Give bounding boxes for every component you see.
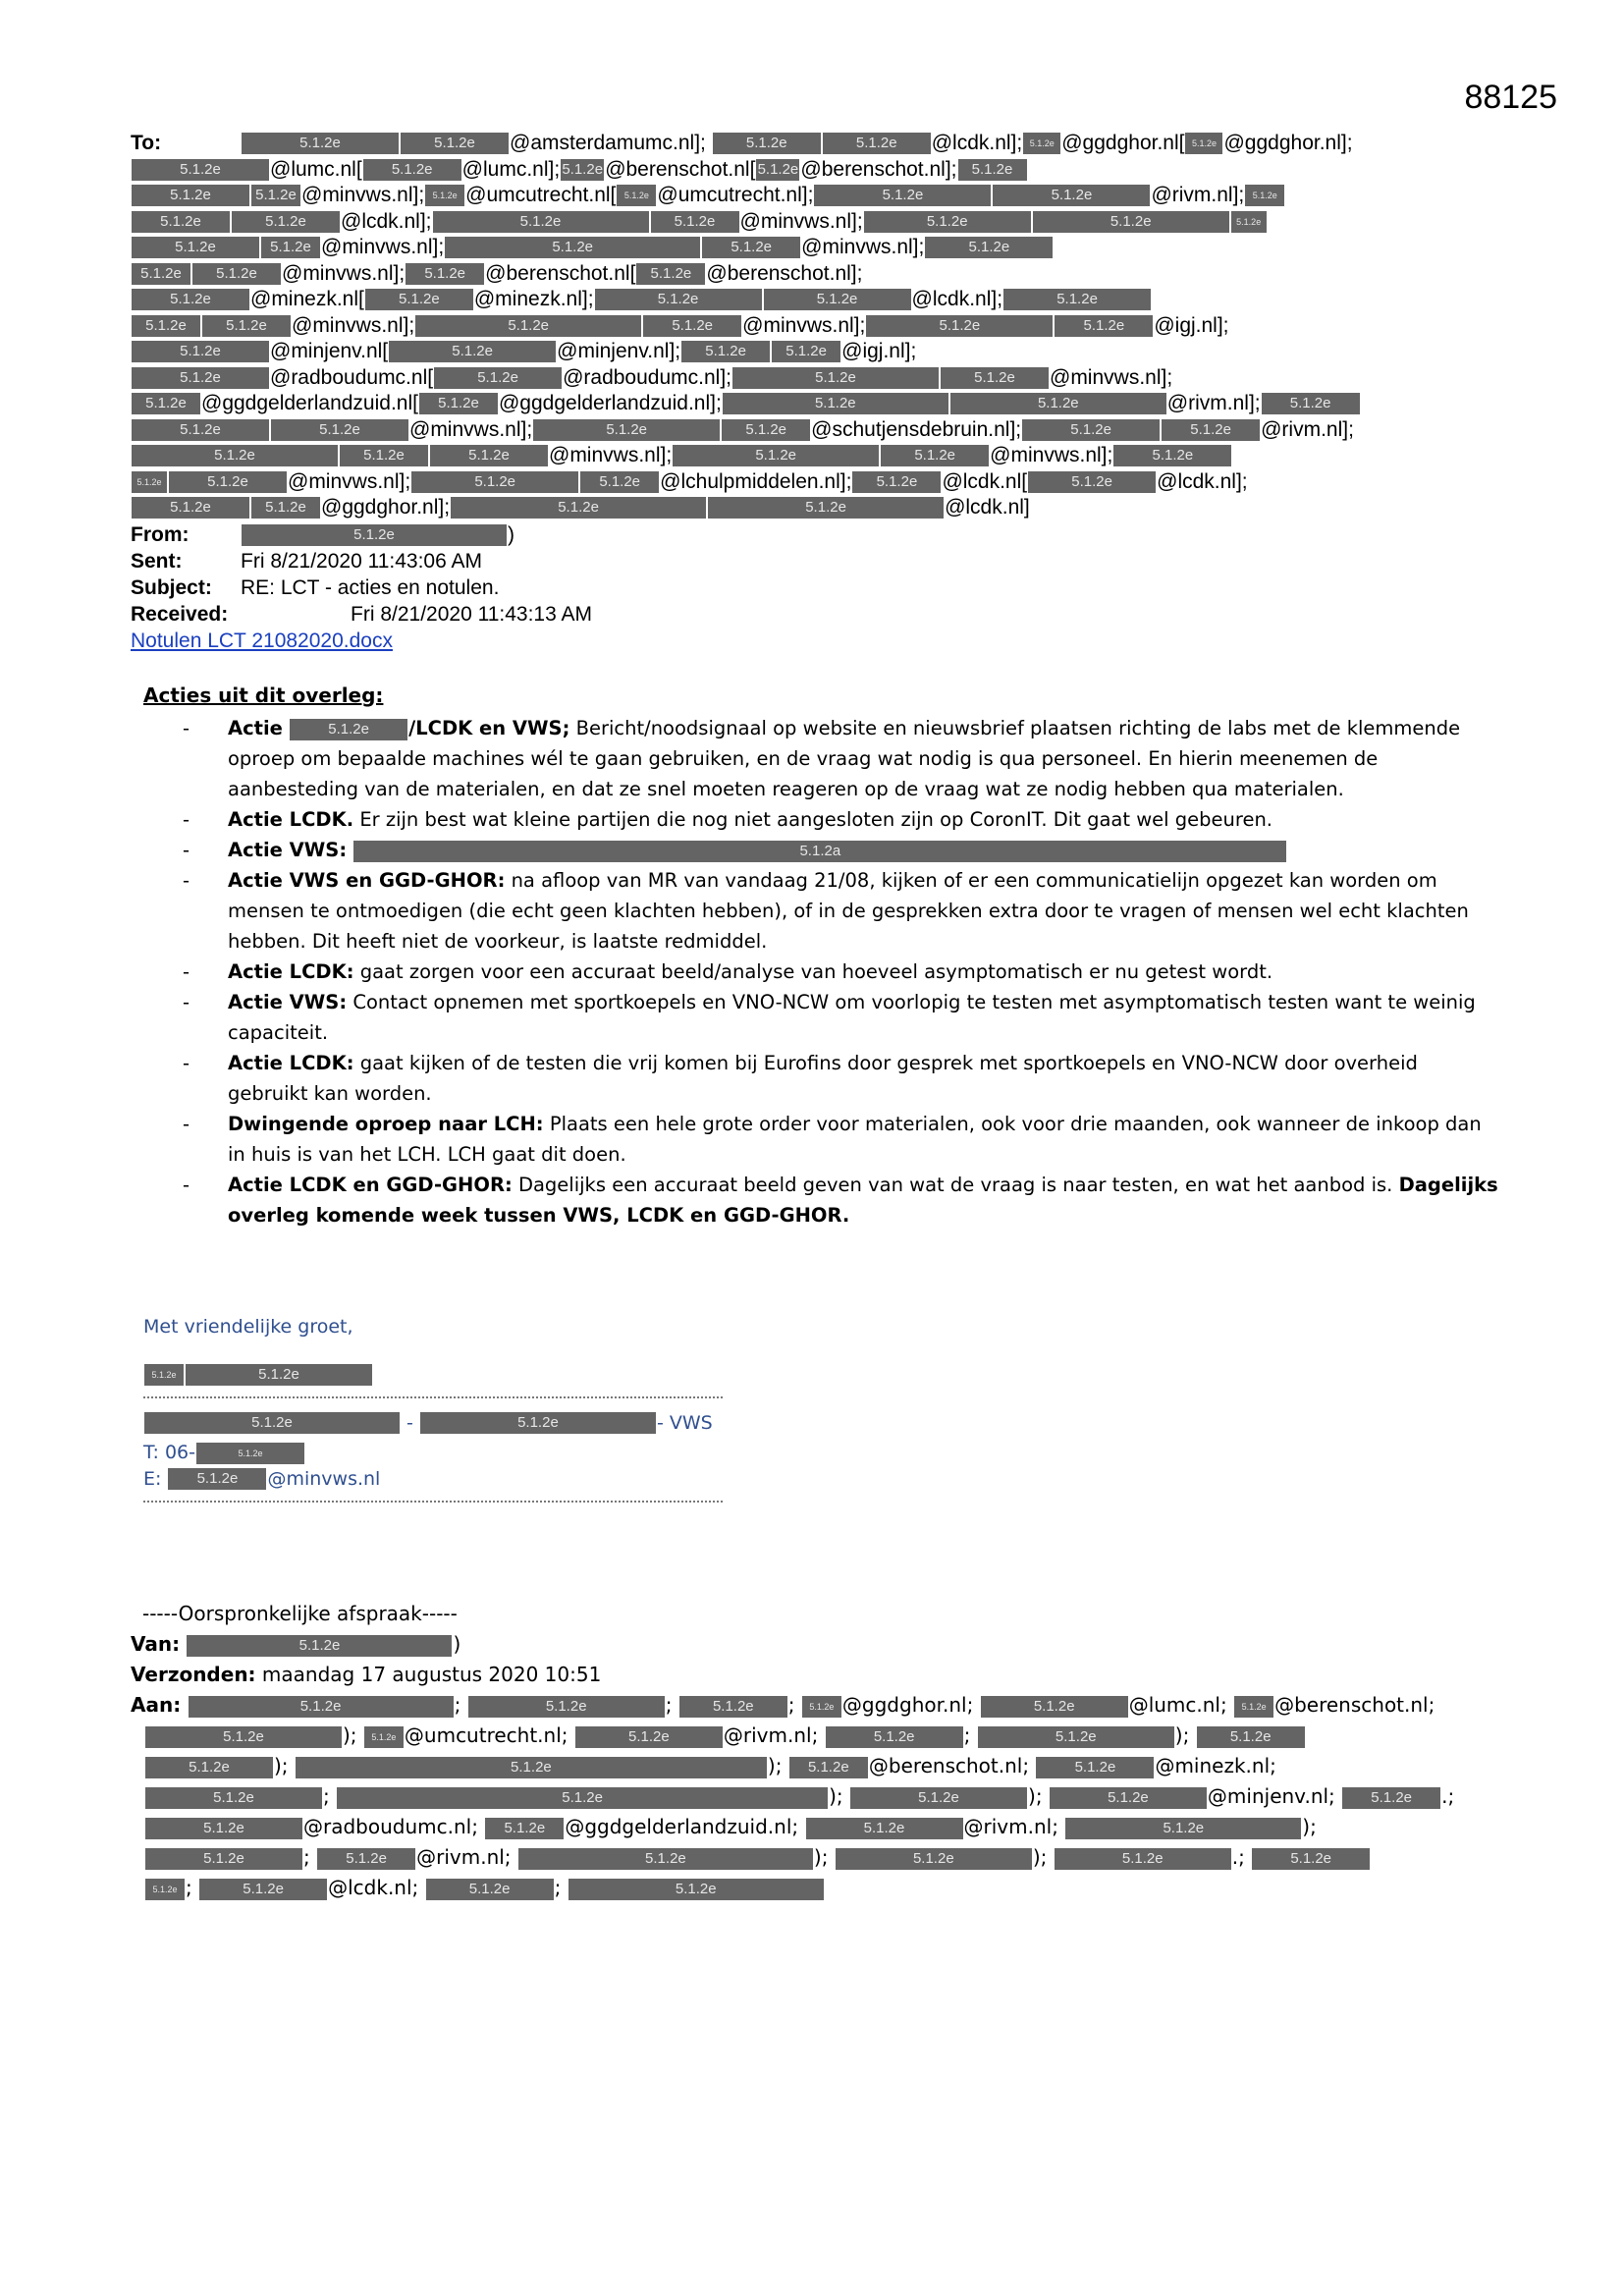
redaction: 5.1.2e	[1022, 419, 1160, 441]
action-text: Bericht/noodsignaal op website en nieuwsbrief plaatsen richting de labs met de klemmende oproep om bepaalde machines wél te gaan gebruiken, en de vraag wat nodig is qua personeel. En hierin meenemen de aanbesteding van de materialen, en dat ze snel moeten reageren op de vraag wat ze nodig hebben qua materialen.	[228, 717, 1461, 800]
redaction: 5.1.2e	[732, 367, 939, 389]
action-text: gaat zorgen voor een accuraat beeld/analyse van hoeveel asymptomatisch er nu getest wordt.	[359, 960, 1273, 983]
redaction: 5.1.2e	[881, 445, 989, 466]
to-line	[131, 339, 1505, 365]
address: @rivm.nl;	[416, 1845, 512, 1869]
address: @berenschot.nl[	[605, 157, 756, 181]
address: @lcdk.nl];	[931, 132, 1023, 155]
redaction: 5.1.2e	[850, 1787, 1027, 1809]
redaction: 5.1.2e	[451, 497, 706, 519]
verzonden-line	[131, 1660, 1505, 1690]
redaction: 5.1.2e	[144, 1364, 184, 1386]
redaction: 5.1.2e	[941, 367, 1049, 389]
action-item: - Actie LCDK. Er zijn best wat kleine partijen die nog niet aangesloten zijn op CoronIT. Dit gaat wel gebeuren.	[183, 808, 1273, 831]
sig-name-line	[143, 1363, 831, 1386]
address: @umcutrecht.nl];	[657, 184, 814, 207]
redaction: 5.1.2e	[673, 445, 879, 466]
redaction: 5.1.2e	[1113, 445, 1231, 466]
redaction: 5.1.2e	[981, 1696, 1128, 1718]
redaction: 5.1.2e	[145, 1757, 273, 1778]
redaction: 5.1.2e	[1185, 133, 1222, 154]
redaction: 5.1.2e	[389, 341, 556, 362]
redaction: 5.1.2e	[1245, 185, 1284, 206]
address: @radboudumc.nl];	[563, 365, 731, 389]
address: @minvws.nl];	[282, 261, 406, 285]
redaction: 5.1.2e	[132, 393, 200, 414]
address: @lumc.nl[	[270, 157, 362, 181]
address: @radboudumc.nl[	[270, 365, 434, 389]
to-line	[131, 417, 1505, 444]
redaction: 5.1.2e	[144, 1412, 400, 1434]
redaction: 5.1.2e	[132, 237, 259, 258]
redaction: 5.1.2e	[681, 341, 770, 362]
redaction: 5.1.2e	[836, 1848, 1032, 1870]
sig-email-line	[143, 1468, 831, 1491]
signature	[143, 1316, 831, 1516]
redaction: 5.1.2e	[426, 1879, 554, 1900]
greeting: Met vriendelijke groet,	[143, 1316, 353, 1338]
redaction: 5.1.2e	[132, 211, 230, 233]
redaction: 5.1.2e	[651, 211, 739, 233]
email-domain: @minvws.nl	[267, 1467, 381, 1490]
redaction: 5.1.2e	[242, 524, 507, 546]
redaction: 5.1.2e	[232, 211, 340, 233]
redaction: 5.1.2e	[580, 471, 659, 493]
address: @ggdghor.nl];	[321, 496, 451, 519]
action-item: - Dwingende oproep naar LCH: Plaats een hele grote order voor materialen, ook voor drie maanden, ook wanneer de inkoop dan in huis is van het LCH. LCH gaat dit doen.	[183, 1113, 1482, 1166]
received-line	[131, 601, 1505, 628]
sig-dept-line: 5.1.2e - 5.1.2e - VWS	[143, 1412, 831, 1435]
redaction: 5.1.2e	[145, 1848, 302, 1870]
action-item: - Actie LCDK: gaat kijken of de testen die vrij komen bij Eurofins door gesprek met sportkoepels en VNO-NCW door overheid gebruikt kan worden.	[183, 1052, 1418, 1105]
redaction: 5.1.2e	[132, 419, 269, 441]
redaction: 5.1.2e	[958, 159, 1027, 181]
address: @lcdk.nl[	[942, 469, 1028, 493]
address: @umcutrecht.nl[	[465, 184, 617, 207]
redaction: 5.1.2e	[636, 263, 705, 285]
to-label: To:	[131, 132, 162, 154]
address: @rivm.nl;	[723, 1723, 819, 1747]
redaction: 5.1.2e	[1197, 1726, 1305, 1748]
redaction: 5.1.2e	[1055, 315, 1153, 337]
redaction: 5.1.2e	[169, 471, 287, 493]
redaction: 5.1.2e	[132, 315, 200, 337]
redaction: 5.1.2e	[595, 289, 762, 310]
sent-line	[131, 548, 1505, 574]
action-item: - Actie LCDK: gaat zorgen voor een accuraat beeld/analyse van hoeveel asymptomatisch er nu getest wordt.	[183, 960, 1273, 983]
redaction: 5.1.2e	[1342, 1787, 1440, 1809]
redaction: 5.1.2e	[145, 1818, 302, 1839]
address: @ggdghor.nl;	[841, 1693, 974, 1717]
redaction: 5.1.2e	[132, 159, 269, 181]
redaction: 5.1.2e	[145, 1787, 322, 1809]
redaction: 5.1.2e	[145, 1879, 185, 1900]
redaction: 5.1.2e	[864, 211, 1031, 233]
sent-label: Sent:	[131, 549, 183, 573]
redaction: 5.1.2e	[533, 419, 720, 441]
redaction: 5.1.2e	[202, 315, 291, 337]
page-number: 88125	[1464, 79, 1557, 116]
sig-phone-line	[143, 1442, 831, 1464]
redaction: 5.1.2e	[925, 237, 1053, 258]
redaction: 5.1.2e	[430, 445, 548, 466]
address: @rivm.nl;	[963, 1815, 1058, 1838]
redaction: 5.1.2e	[145, 1726, 342, 1748]
redaction: 5.1.2e	[271, 419, 408, 441]
action-text: Contact opnemen met sportkoepels en VNO-NCW om voorlopig te testen met asymptomatisch testen want te weinig capaciteit.	[228, 991, 1476, 1044]
address: @rivm.nl];	[1166, 392, 1261, 415]
redaction: 5.1.2e	[445, 237, 700, 258]
redaction: 5.1.2e	[434, 367, 562, 389]
to-line	[131, 391, 1505, 417]
address: @igj.nl];	[1154, 313, 1229, 337]
aan-line: 5.1.2e ; 5.1.2e ); 5.1.2e ); 5.1.2e @minjenv.nl; 5.1.2e .;	[131, 1781, 1505, 1812]
address: @igj.nl];	[841, 340, 917, 363]
action-lead: Dwingende oproep naar LCH:	[228, 1113, 544, 1135]
redaction: 5.1.2e	[485, 1818, 564, 1839]
action-text: Dagelijks een accuraat beeld geven van wat de vraag is naar testen, en wat het aanbod is.	[517, 1174, 1393, 1196]
received-label: Received:	[131, 602, 229, 626]
aan-line: Aan: 5.1.2e ; 5.1.2e ; 5.1.2e ; 5.1.2e @ggdghor.nl; 5.1.2e @lumc.nl; 5.1.2e @berenschot.nl;	[131, 1693, 1435, 1717]
redaction: 5.1.2e	[132, 497, 249, 519]
redaction: 5.1.2e	[772, 341, 840, 362]
redaction: 5.1.2e	[296, 1757, 767, 1778]
redaction: 5.1.2e	[866, 315, 1053, 337]
redaction: 5.1.2e	[617, 185, 656, 206]
address: @minvws.nl];	[549, 444, 673, 467]
action-bold-tail: Dagelijks overleg komende week tussen VWS, LCDK en GGD-GHOR.	[228, 1174, 1498, 1227]
aan-label: Aan:	[131, 1693, 182, 1717]
address: @lumc.nl];	[461, 157, 561, 181]
redaction: 5.1.2e	[420, 1412, 656, 1434]
action-text: Er zijn best wat kleine partijen die nog niet aangesloten zijn op CoronIT. Dit gaat wel gebeuren.	[359, 808, 1273, 831]
subject-value: RE: LCT - acties en notulen.	[241, 575, 500, 599]
redaction: 5.1.2e	[132, 263, 190, 285]
redaction: 5.1.2e	[251, 185, 300, 206]
address: @minjenv.nl;	[1207, 1784, 1335, 1808]
aan-line: 5.1.2e @radboudumc.nl; 5.1.2e @ggdgelderlandzuid.nl; 5.1.2e @rivm.nl; 5.1.2e );	[131, 1812, 1505, 1842]
action-item: - Actie VWS: 5.1.2a	[143, 835, 1498, 865]
to-line	[131, 443, 1505, 469]
address: @ggdghor.nl];	[1223, 132, 1353, 155]
address: @minvws.nl];	[990, 444, 1113, 467]
redaction: 5.1.2e	[1262, 393, 1360, 414]
redaction: 5.1.2e	[168, 1468, 266, 1490]
to-line	[131, 157, 1505, 184]
redaction: 5.1.2e	[132, 471, 167, 493]
original-header: -----Oorspronkelijke afspraak-----	[142, 1602, 458, 1625]
address: @rivm.nl];	[1261, 417, 1354, 441]
redaction: 5.1.2e	[702, 237, 800, 258]
action-item: - Actie 5.1.2e /LCDK en VWS; Bericht/noodsignaal op website en nieuwsbrief plaatsen richting de labs met de klemmende oproep om bepaalde machines wél te gaan gebruiken, en de vraag wat nodig is qua personeel. En hierin meenemen de aanbesteding van de materialen, en dat ze snel moeten reageren op de vraag wat ze nodig hebben qua materialen.	[183, 717, 1461, 800]
redaction: 5.1.2e	[1231, 211, 1267, 233]
address: @minvws.nl];	[292, 313, 415, 337]
original-appointment	[131, 1599, 1505, 1903]
redaction: 5.1.2e	[196, 1443, 304, 1464]
aan-line: 5.1.2e ; 5.1.2e @lcdk.nl; 5.1.2e ; 5.1.2e	[131, 1873, 1505, 1903]
address: @minvws.nl];	[1050, 365, 1173, 389]
divider	[143, 1500, 723, 1503]
address: @berenschot.nl];	[800, 157, 957, 181]
redaction: 5.1.2e	[401, 133, 509, 154]
redaction: 5.1.2e	[1252, 1848, 1370, 1870]
redaction: 5.1.2e	[643, 315, 741, 337]
action-item: - Actie VWS: Contact opnemen met sportkoepels en VNO-NCW om voorlopig te testen met asymptomatisch testen want te weinig capaciteit.	[183, 991, 1476, 1044]
aan-line: 5.1.2e ; 5.1.2e @rivm.nl; 5.1.2e ); 5.1.2e ); 5.1.2e .; 5.1.2e	[131, 1842, 1505, 1873]
redaction: 5.1.2e	[317, 1848, 415, 1870]
action-text: Plaats een hele grote order voor materialen, ook voor drie maanden, ook wanneer de inkoop dan in huis is van het LCH. LCH gaat dit doen.	[228, 1113, 1482, 1166]
action-lead: Actie VWS en GGD-GHOR:	[228, 869, 506, 892]
redaction: 5.1.2e	[251, 497, 320, 519]
redaction: 5.1.2e	[722, 419, 810, 441]
redaction: 5.1.2e	[1050, 1787, 1207, 1809]
address: @berenschot.nl[	[485, 261, 636, 285]
to-line	[131, 209, 1505, 236]
address: @ggdgelderlandzuid.nl;	[565, 1815, 799, 1838]
address: @minezk.nl;	[1155, 1754, 1276, 1777]
verzonden-label: Verzonden:	[131, 1663, 256, 1686]
address: @minvws.nl];	[301, 184, 425, 207]
redaction: 5.1.2e	[764, 289, 911, 310]
address: @rivm.nl];	[1151, 184, 1245, 207]
to-line	[131, 131, 1505, 157]
address: @berenschot.nl;	[1274, 1693, 1435, 1717]
to-line	[131, 235, 1505, 261]
redaction: 5.1.2e	[1065, 1818, 1301, 1839]
address: @ggdghor.nl[	[1061, 132, 1185, 155]
redaction: 5.1.2e	[823, 133, 931, 154]
action-lead: Actie LCDK.	[228, 808, 354, 831]
phone-label: T: 06-	[143, 1442, 195, 1463]
redaction: 5.1.2e	[756, 159, 799, 181]
redaction: 5.1.2e	[132, 185, 249, 206]
redaction: 5.1.2e	[708, 497, 944, 519]
redaction: 5.1.2e	[132, 341, 269, 362]
address: @minvws.nl];	[801, 236, 925, 259]
redaction: 5.1.2e	[261, 237, 320, 258]
from-line: From: 5.1.2e )	[131, 522, 514, 546]
address: @lcdk.nl;	[328, 1876, 419, 1899]
address: @berenschot.nl];	[706, 261, 863, 285]
actions-title: Acties uit dit overleg:	[143, 683, 384, 707]
address: @schutjensdebruin.nl];	[811, 417, 1022, 441]
redaction: 5.1.2e	[411, 471, 578, 493]
redaction: 5.1.2e	[1028, 471, 1156, 493]
address: @minvws.nl];	[321, 236, 445, 259]
email-label: E:	[143, 1467, 162, 1490]
redaction: 5.1.2e	[290, 719, 407, 740]
to-line	[131, 365, 1505, 392]
redaction: 5.1.2e	[419, 393, 498, 414]
address: @minezk.nl[	[250, 288, 364, 311]
redaction: 5.1.2e	[789, 1757, 868, 1778]
to-line	[131, 469, 1505, 496]
redaction: 5.1.2e	[1055, 1848, 1231, 1870]
redaction: 5.1.2e	[132, 289, 249, 310]
to-line	[131, 495, 1505, 521]
redaction: 5.1.2e	[363, 159, 461, 181]
redaction: 5.1.2e	[1234, 1696, 1273, 1718]
redaction: 5.1.2e	[561, 159, 604, 181]
redaction: 5.1.2e	[132, 445, 338, 466]
action-item: - Actie VWS en GGD-GHOR: na afloop van MR van vandaag 21/08, kijken of er een communicatielijn opgezet kan worden om mensen te ontmoedigen (die echt geen klachten hebben), of in de gesprekken extra door te vragen of mensen wel echt klachten hebben. Dit heeft niet de voorkeur, is laatste redmiddel.	[183, 869, 1469, 953]
redaction: 5.1.2e	[1023, 133, 1060, 154]
redaction: 5.1.2e	[415, 315, 641, 337]
action-lead: Actie LCDK:	[228, 1052, 354, 1074]
redaction: 5.1.2e	[364, 1726, 404, 1748]
address: @lcdk.nl];	[1157, 469, 1248, 493]
van-label: Van:	[131, 1632, 181, 1656]
redaction: 5.1.2e	[425, 185, 464, 206]
redaction: 5.1.2e	[406, 263, 484, 285]
aan-line: 5.1.2e ); 5.1.2e @umcutrecht.nl; 5.1.2e @rivm.nl; 5.1.2e ; 5.1.2e ); 5.1.2e	[131, 1721, 1505, 1751]
redaction: 5.1.2e	[723, 393, 948, 414]
address: @minezk.nl];	[473, 288, 594, 311]
actions-section	[143, 683, 1498, 1230]
divider	[143, 1395, 723, 1398]
to-line	[131, 261, 1505, 288]
attachment-line	[131, 628, 1505, 654]
redaction: 5.1.2e	[337, 1787, 828, 1809]
redaction: 5.1.2e	[802, 1696, 841, 1718]
address: @radboudumc.nl;	[303, 1815, 478, 1838]
redaction: 5.1.2e	[568, 1879, 824, 1900]
address: @lumc.nl;	[1128, 1693, 1227, 1717]
redaction: 5.1.2e	[679, 1696, 787, 1718]
redaction: 5.1.2e	[340, 445, 428, 466]
redaction: 5.1.2e	[132, 367, 269, 389]
redaction: 5.1.2e	[187, 1635, 452, 1657]
address: @ggdgelderlandzuid.nl[	[201, 392, 418, 415]
address: @lcdk.nl]	[945, 496, 1030, 519]
redaction: 5.1.2a	[353, 841, 1286, 862]
redaction: 5.1.2e	[186, 1364, 372, 1386]
received-value: Fri 8/21/2020 11:43:13 AM	[351, 602, 592, 626]
action-lead: Actie	[228, 717, 283, 739]
redaction: 5.1.2e	[1003, 289, 1151, 310]
to-line	[131, 313, 1505, 340]
redaction: 5.1.2e	[518, 1848, 813, 1870]
email-header	[131, 131, 1505, 654]
redaction: 5.1.2e	[993, 185, 1150, 206]
aan-line: 5.1.2e ); 5.1.2e ); 5.1.2e @berenschot.nl; 5.1.2e @minezk.nl;	[131, 1751, 1505, 1781]
address: @minvws.nl];	[409, 417, 533, 441]
redaction: 5.1.2e	[365, 289, 473, 310]
redaction: 5.1.2e	[192, 263, 281, 285]
redaction: 5.1.2e	[814, 185, 991, 206]
action-lead: Actie LCDK en GGD-GHOR:	[228, 1174, 513, 1196]
address: @berenschot.nl;	[868, 1754, 1030, 1777]
subject-label: Subject:	[131, 575, 212, 599]
redaction: 5.1.2e	[950, 393, 1166, 414]
redaction: 5.1.2e	[189, 1696, 454, 1718]
to-line	[131, 183, 1505, 209]
address: @lcdk.nl];	[341, 209, 432, 233]
redaction: 5.1.2e	[826, 1726, 963, 1748]
sent-value: Fri 8/21/2020 11:43:06 AM	[241, 549, 482, 573]
address: @minjenv.nl[	[270, 340, 389, 363]
redaction: 5.1.2e	[1162, 419, 1260, 441]
redaction: 5.1.2e	[806, 1818, 963, 1839]
address: @minvws.nl];	[288, 469, 411, 493]
action-text: gaat kijken of de testen die vrij komen bij Eurofins door gesprek met sportkoepels en VNO-NCW door overheid gebruikt kan worden.	[228, 1052, 1418, 1105]
redaction: 5.1.2e	[852, 471, 941, 493]
redaction: 5.1.2e	[433, 211, 649, 233]
redaction: 5.1.2e	[1036, 1757, 1154, 1778]
address: @minjenv.nl];	[557, 340, 681, 363]
redaction: 5.1.2e	[468, 1696, 665, 1718]
address: @amsterdamumc.nl];	[510, 132, 706, 155]
action-lead-suffix: /LCDK en VWS;	[408, 717, 570, 739]
address: @minvws.nl];	[742, 313, 866, 337]
redaction: 5.1.2e	[713, 133, 821, 154]
address: @ggdgelderlandzuid.nl];	[498, 392, 722, 415]
address: @lchulpmiddelen.nl];	[660, 469, 852, 493]
from-label: From:	[131, 522, 189, 546]
redaction: 5.1.2e	[242, 133, 399, 154]
redaction: 5.1.2e	[575, 1726, 723, 1748]
address: @umcutrecht.nl;	[404, 1723, 568, 1747]
to-line	[131, 287, 1505, 313]
address: @minvws.nl];	[739, 209, 863, 233]
dept-suffix: - VWS	[656, 1411, 713, 1434]
action-item: - Actie LCDK en GGD-GHOR: Dagelijks een accuraat beeld geven van wat de vraag is naar testen, en wat het aanbod is. Dagelijks overleg komende week tussen VWS, LCDK en GGD-GHOR.	[183, 1174, 1498, 1227]
verzonden-value: maandag 17 augustus 2020 10:51	[261, 1663, 602, 1686]
action-lead: Actie LCDK:	[228, 960, 354, 983]
redaction: 5.1.2e	[978, 1726, 1174, 1748]
subject-line	[131, 574, 1505, 601]
van-line: Van: 5.1.2e )	[131, 1632, 461, 1656]
action-lead: Actie VWS:	[228, 991, 348, 1013]
redaction: 5.1.2e	[199, 1879, 327, 1900]
action-text: na afloop van MR van vandaag 21/08, kijken of er een communicatielijn opgezet kan worden om mensen te ontmoedigen (die echt geen klachten hebben), of in de gesprekken extra door te vragen of mensen wel echt klachten hebben. Dit heeft niet de voorkeur, is laatste redmiddel.	[228, 869, 1469, 953]
action-lead: Actie VWS:	[228, 839, 348, 861]
attachment-link[interactable]: Notulen LCT 21082020.docx	[131, 629, 393, 652]
redaction: 5.1.2e	[1033, 211, 1229, 233]
address: @lcdk.nl];	[911, 288, 1003, 311]
